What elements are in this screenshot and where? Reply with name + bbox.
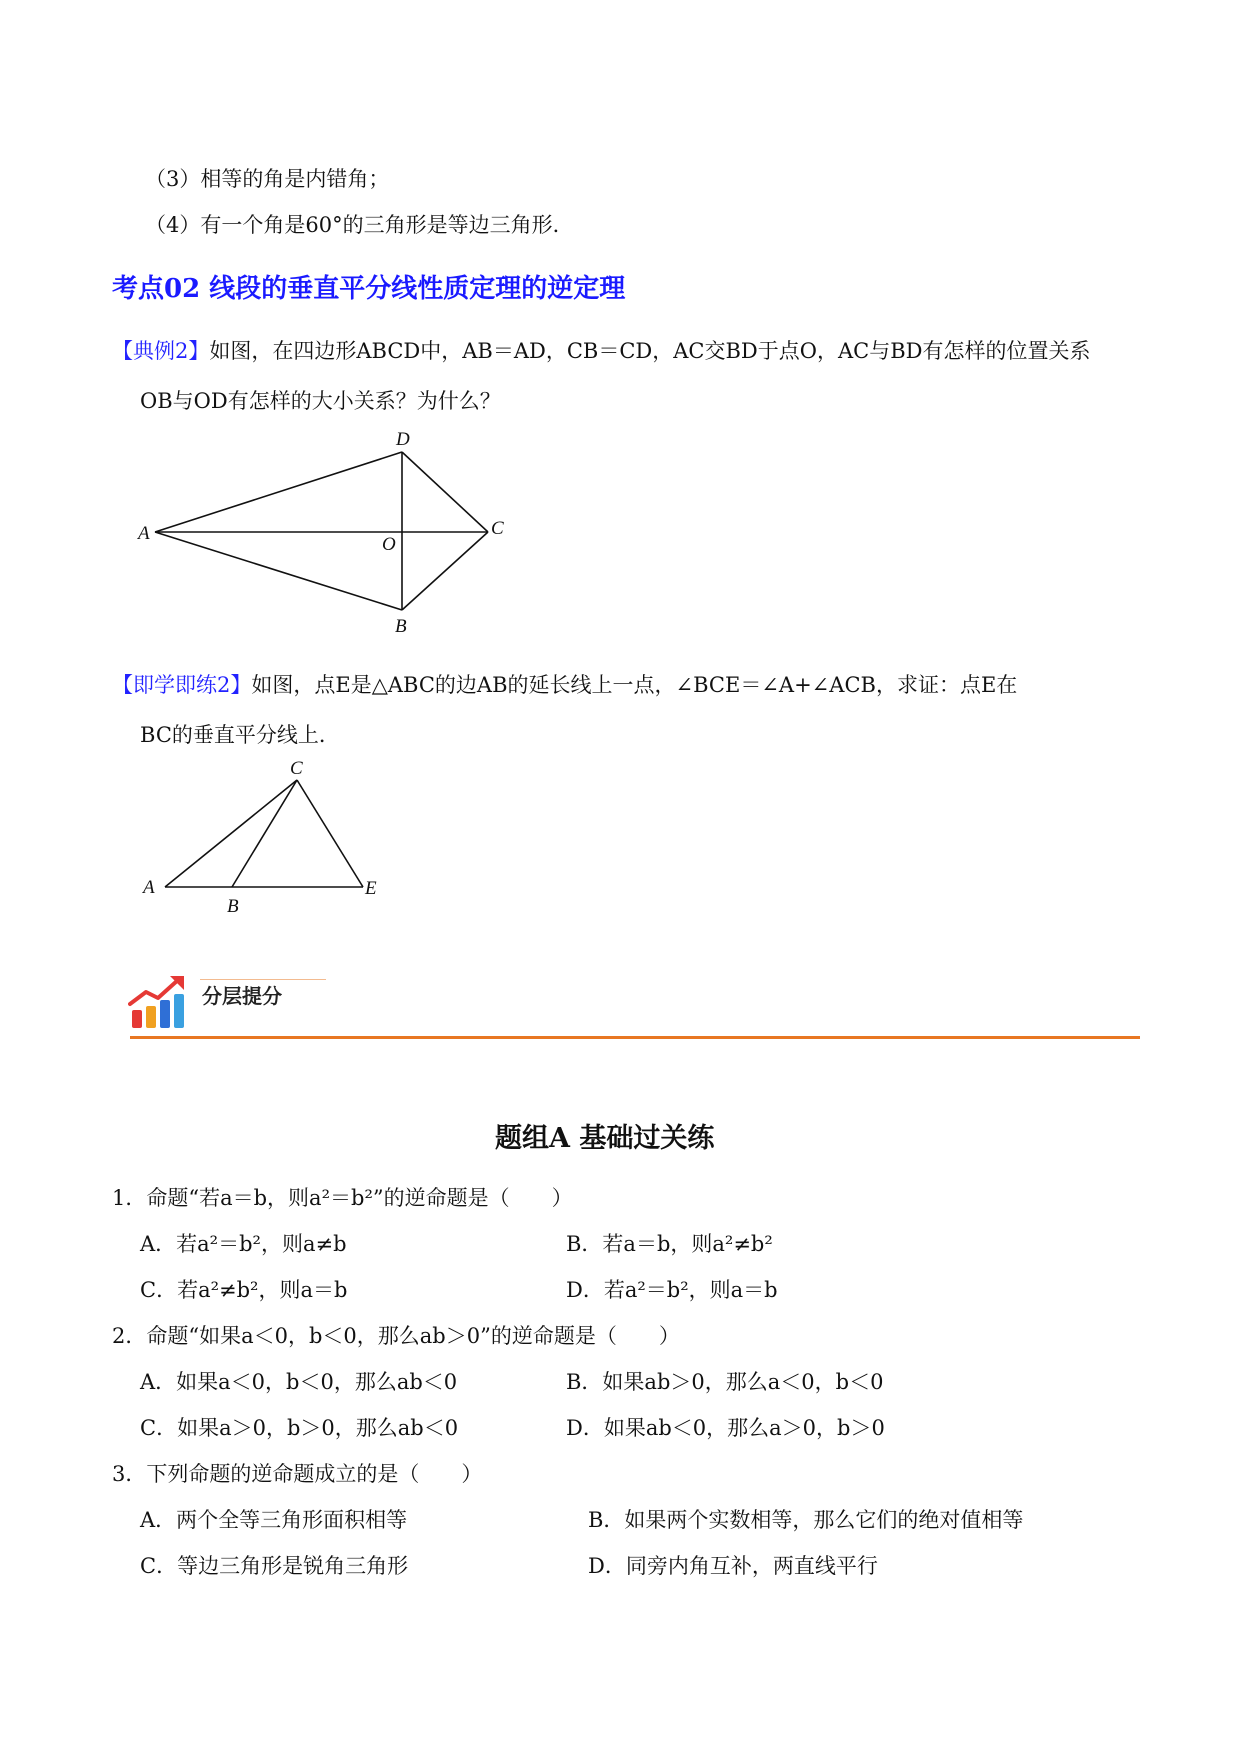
practice-text: 如图，点E是△ABC的边AB的延长线上一点，∠BCE＝∠A+∠ACB，求证：点E在 <box>251 673 1018 697</box>
label-d: D <box>396 429 410 450</box>
label-o: O <box>382 534 396 555</box>
question-2-option-a: A．如果a＜0，b＜0，那么ab＜0 <box>140 1370 458 1394</box>
example-tag: 【典例2】 <box>112 339 210 363</box>
banner-label: 分层提分 <box>202 984 282 1008</box>
practice-tag: 【即学即练2】 <box>112 673 252 697</box>
example-2-line2: OB与OD有怎样的大小关系？为什么？ <box>140 389 501 413</box>
question-3-option-b: B．如果两个实数相等，那么它们的绝对值相等 <box>588 1508 1024 1532</box>
practice-2-line1 <box>112 670 1017 700</box>
question-1-option-b: B．若a＝b，则a²≠b² <box>566 1232 773 1256</box>
question-3-stem: 3．下列命题的逆命题成立的是（ ） <box>112 1462 483 1486</box>
question-1-stem: 1．命题“若a＝b，则a²＝b²”的逆命题是（ ） <box>112 1186 573 1210</box>
question-1-option-d: D．若a²＝b²，则a＝b <box>566 1278 778 1302</box>
question-2-option-b: B．如果ab＞0，那么a＜0，b＜0 <box>566 1370 884 1394</box>
growth-chart-icon <box>128 974 188 1030</box>
question-2-option-c: C．如果a＞0，b＞0，那么ab＜0 <box>140 1416 459 1440</box>
question-3-option-c: C．等边三角形是锐角三角形 <box>140 1554 409 1578</box>
label-a: A <box>143 877 155 898</box>
group-title: 题组A 基础过关练 <box>495 1123 715 1154</box>
triangle-figure <box>135 752 395 917</box>
label-b: B <box>227 896 239 917</box>
label-b: B <box>395 616 407 637</box>
question-3-option-a: A．两个全等三角形面积相等 <box>140 1508 408 1532</box>
quadrilateral-figure <box>130 425 530 640</box>
label-c: C <box>491 518 504 539</box>
banner-divider <box>130 1036 1140 1039</box>
question-1-option-a: A．若a²＝b²，则a≠b <box>140 1232 347 1256</box>
example-2-line1 <box>112 336 1091 366</box>
list-item-3: （3）相等的角是内错角； <box>145 167 390 191</box>
label-a: A <box>138 523 150 544</box>
label-c: C <box>290 758 303 779</box>
banner-underline <box>200 979 326 980</box>
list-item-4: （4）有一个角是60°的三角形是等边三角形． <box>145 213 574 237</box>
label-e: E <box>365 878 377 899</box>
practice-2-line2: BC的垂直平分线上． <box>140 723 340 747</box>
question-2-stem: 2．命题“如果a＜0，b＜0，那么ab＞0”的逆命题是（ ） <box>112 1324 680 1348</box>
question-2-option-d: D．如果ab＜0，那么a＞0，b＞0 <box>566 1416 885 1440</box>
example-text: 如图，在四边形ABCD中，AB＝AD，CB＝CD，AC交BD于点O，AC与BD有怎样的位置关系 <box>209 339 1091 363</box>
question-1-option-c: C．若a²≠b²，则a＝b <box>140 1278 348 1302</box>
section-title: 考点02 线段的垂直平分线性质定理的逆定理 <box>112 274 626 304</box>
question-3-option-d: D．同旁内角互补，两直线平行 <box>588 1554 878 1578</box>
